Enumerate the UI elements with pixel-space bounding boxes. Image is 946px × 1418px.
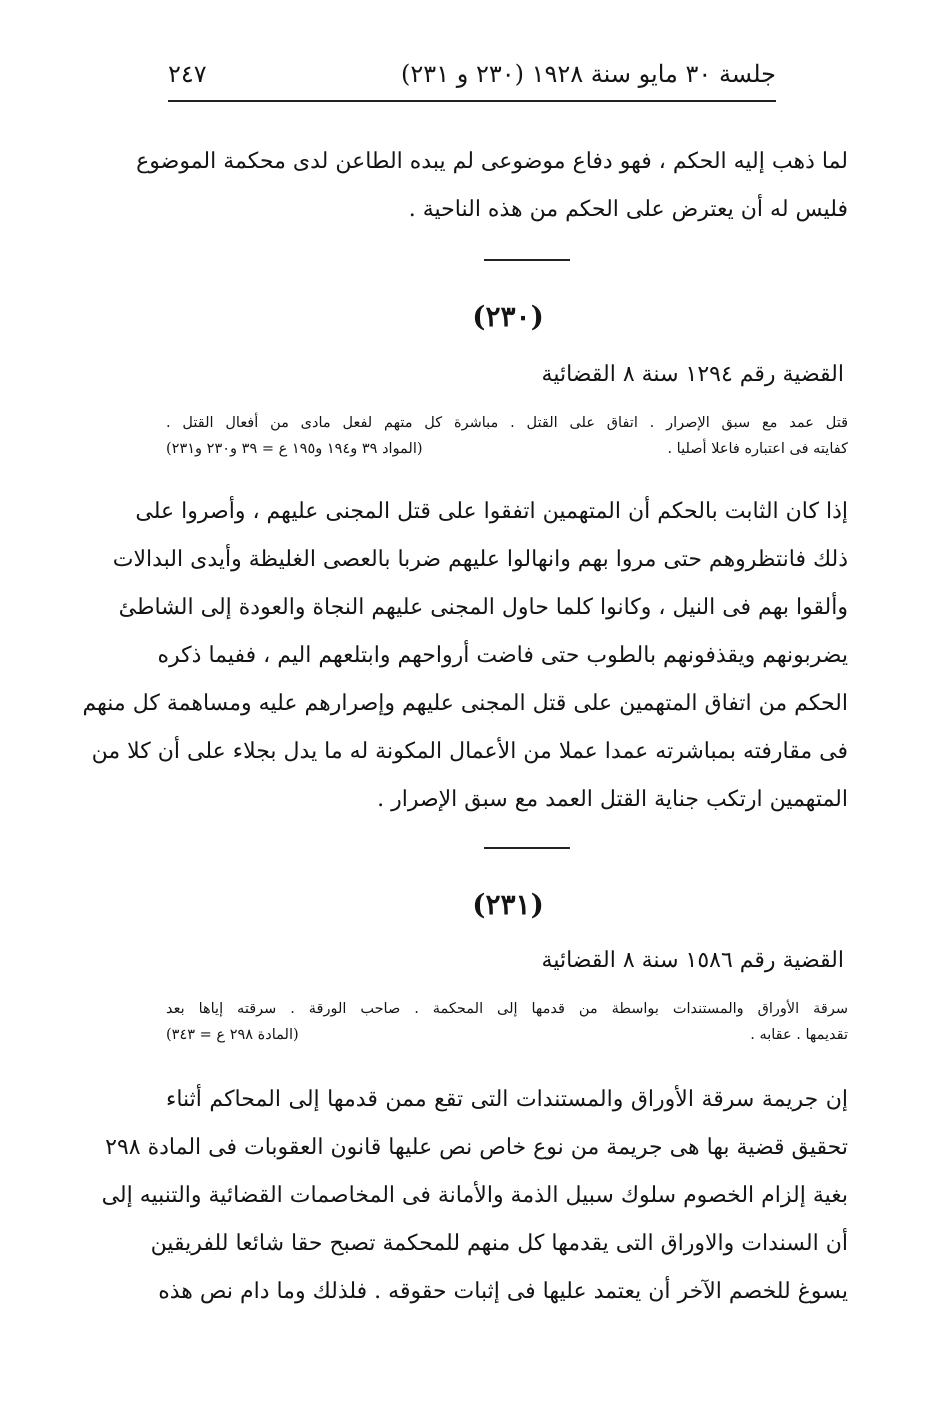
ruling-line: إذا كان الثابت بالحكم أن المتهمين اتفقوا على قتل المجنى عليهم ، وأصروا على — [135, 499, 848, 524]
page-header — [168, 52, 776, 96]
intro-paragraph — [136, 138, 848, 234]
summary-line: سرقة الأوراق والمستندات بواسطة من قدمها إلى المحكمة . صاحب الورقة . سرقته إياها بعد — [166, 1001, 848, 1017]
legal-articles-reference: (المواد ٣٩ و١٩٤ و١٩٥ ع = ٣٩ و٢٣٠ و٢٣١) — [166, 441, 423, 457]
ruling-line: ذلك فانتظروهم حتى مروا بهم وانهالوا عليهم ضربا بالعصى الغليظة وأيدى البدالات — [112, 547, 848, 572]
ruling-line: فى مقارفته بمباشرته عمدا عملا من الأعمال المكونة له ما يدل بجلاء على أن كلا من — [91, 739, 848, 764]
case-summary — [166, 410, 848, 462]
session-heading: جلسة ٣٠ مايو سنة ١٩٢٨ (٢٣٠ و ٢٣١) — [401, 60, 776, 88]
summary-text: كفايته فى اعتباره فاعلا أصليا . — [667, 441, 848, 457]
case-ruling — [101, 1076, 848, 1316]
case-number: (٢٣١) — [472, 888, 544, 921]
case-title: القضية رقم ١٥٨٦ سنة ٨ القضائية — [541, 948, 844, 973]
summary-line — [166, 1022, 848, 1048]
summary-line — [166, 436, 848, 462]
case-title: القضية رقم ١٢٩٤ سنة ٨ القضائية — [541, 362, 844, 387]
intro-line: فليس له أن يعترض على الحكم من هذه الناحية . — [408, 197, 848, 222]
intro-line: لما ذهب إليه الحكم ، فهو دفاع موضوعى لم يبده الطاعن لدى محكمة الموضوع — [136, 149, 848, 174]
ruling-line: الحكم من اتفاق المتهمين على قتل المجنى عليهم وإصرارهم عليه ومساهمة كل منهم — [82, 691, 848, 716]
ruling-line: يضربونهم ويقذفونهم بالطوب حتى فاضت أرواحهم وابتلعهم اليم ، ففيما ذكره — [157, 643, 848, 668]
ruling-line: أن السندات والاوراق التى يقدمها كل منهم للمحكمة تصبح حقا شائعا للفريقين — [150, 1231, 848, 1256]
ruling-line: تحقيق قضية بها هى جريمة من نوع خاص نص عليها قانون العقوبات فى المادة ٢٩٨ — [105, 1135, 848, 1160]
ruling-line: المتهمين ارتكب جناية القتل العمد مع سبق الإصرار . — [377, 787, 848, 812]
header-rule — [168, 100, 776, 102]
page-number: ٢٤٧ — [168, 60, 207, 88]
section-divider — [484, 847, 570, 849]
summary-line: قتل عمد مع سبق الإصرار . اتفاق على القتل . مباشرة كل متهم لفعل مادى من أفعال القتل . — [166, 415, 848, 431]
ruling-line: يسوغ للخصم الآخر أن يعتمد عليها فى إثبات حقوقه . فلذلك وما دام نص هذه — [158, 1279, 848, 1304]
summary-text: تقديمها . عقابه . — [750, 1027, 848, 1043]
case-summary — [166, 996, 848, 1048]
case-ruling — [82, 488, 848, 824]
case-number: (٢٣٠) — [472, 300, 544, 333]
ruling-line: بغية إلزام الخصوم سلوك سبيل الذمة والأمانة فى المخاصمات القضائية والتنبيه إلى — [101, 1183, 848, 1208]
ruling-line: وألقوا بهم فى النيل ، وكانوا كلما حاول المجنى عليهم النجاة والعودة إلى الشاطئ — [118, 595, 848, 620]
ruling-line: إن جريمة سرقة الأوراق والمستندات التى تقع ممن قدمها إلى المحاكم أثناء — [166, 1087, 848, 1112]
section-divider — [484, 259, 570, 261]
legal-articles-reference: (المادة ٢٩٨ ع = ٣٤٣) — [166, 1027, 299, 1043]
